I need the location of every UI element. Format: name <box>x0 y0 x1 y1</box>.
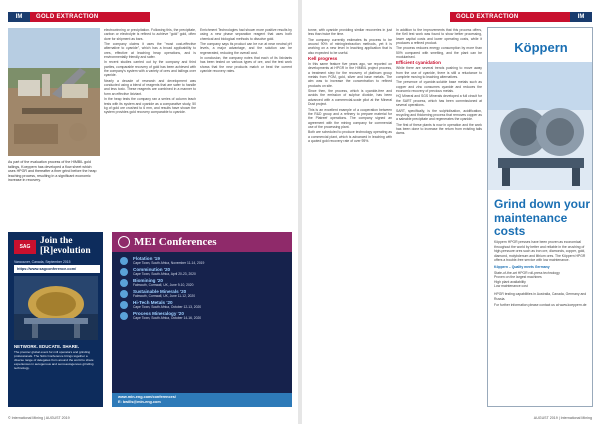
sag-ad-subtitle: Vancouver, Canada, September 2015 <box>14 260 71 264</box>
right-column-2 <box>396 28 482 408</box>
koppern-ad[interactable] <box>487 27 593 407</box>
paragraph: The company claims it uses the "most cost-effective alternative to cyanide", which has a broad applicability to ores, effective at leaching heap operations, and is environmentally friendly and safer. <box>104 42 196 60</box>
paragraph: The first of these plants is now in operation and the work has been done to increase the return from existing tails dams. <box>396 122 482 136</box>
paragraph: SART, specifically, is the sulphidisation, acidification, recycling and thickening process that removes copper as a saleable precipitate and regenerates the cyanide. <box>396 108 482 122</box>
paragraph: HQ Mineral and SGS Minerals developed a full circuit for the SART process, which has been commissioned at several operations. <box>396 94 482 108</box>
section-heading: Kell progress <box>308 56 338 62</box>
event-location: Cape Town, South Africa, April 20-23, 2020 <box>133 272 196 277</box>
sag-ad-title: Join the [R]evolution <box>40 236 91 256</box>
paragraph: In addition to the improvements that this process offers, the Kell test work was found to show better processing, lower capital costs and lower operating costs, while it produces a refined product. <box>396 28 482 46</box>
sag-ad-photo <box>14 276 98 340</box>
paragraph: In the heap tests the company ran a series of column leach tests with its system and cyanide as a comparative study, 50 kg of gold ore crushed to 6 mm, and results have shown the system provides gold recovery comparable to cyanide. <box>104 97 196 115</box>
mei-event[interactable] <box>120 311 286 320</box>
mei-event[interactable] <box>120 278 286 287</box>
mei-conferences-ad[interactable] <box>112 232 292 407</box>
event-location: Falmouth, Cornwall, UK, June 9-10, 2020 <box>133 283 194 288</box>
list-item: • High plant availability <box>494 280 590 285</box>
paragraph: In recent studies carried out by the company and third parties, comparable recovery of gold has been achieved with the company's system with a variety of ores and tailings over cyanide. <box>104 60 196 78</box>
mei-event[interactable] <box>120 289 286 298</box>
paragraph: electrowinning or precipitation. Following this, the precipitate, carbon or electrolyte is refined to achieve "gold" gold, often dore for shipment as bars. <box>104 28 196 41</box>
section-banner-right: GOLD EXTRACTION <box>450 12 570 22</box>
right-column-1 <box>308 28 392 408</box>
sag-ad-heading: NETWORK. EDUCATE. SHARE. <box>14 344 80 349</box>
event-name: Flotation '19 <box>133 256 160 261</box>
event-location: Falmouth, Cornwall, UK, June 11-12, 2020 <box>133 293 196 298</box>
koppern-body <box>494 240 590 310</box>
list-item: • Low maintenance cost <box>494 284 590 289</box>
event-name: Sustainable Minerals '20 <box>133 288 187 294</box>
event-marker-icon <box>120 301 128 309</box>
koppern-logo: Köppern <box>514 39 568 55</box>
paragraph: In this same feature five years ago, we reported on developments at HPGR in the HIMBIL project process, a treatment step for the recovery of platinum group metals from PGM, gold, silver and base metals. The aim was to increase the concentration to refined products on site. <box>308 62 392 88</box>
koppern-tagline: Grind down your maintenance costs <box>494 197 590 238</box>
paragraph: tonne, with cyanide providing similar recoveries in just less than twice the time. <box>308 28 392 37</box>
event-name: Biomining '20 <box>133 277 163 283</box>
sag-logo: SAG <box>14 240 36 254</box>
event-marker-icon <box>120 279 128 287</box>
paragraph: The company currently estimates its process to be around 90% of mining/extraction methods, yet it is working on a new level in leaching application that is also expected to be useful. <box>308 37 392 55</box>
event-marker-icon <box>120 257 128 265</box>
photo-caption: As part of the evaluation process of the HIMBIL gold tailings, Koeppern has developed a flow sheet which uses HPGR and thereafter a finer grind before the heap leaching process, resulting in a significant economic increase in recovery. <box>8 160 97 183</box>
sag-conference-ad[interactable] <box>8 232 103 407</box>
left-header <box>8 12 150 22</box>
koppern-intro: Köppern HPGR presses have been proven as economical throughout the world by better and reliable in the crushing of high-pressure ores such as iron ore, diamonds, copper, gold, diamond, molybdenum and lithium ores. The Köppern HPGR offers a trouble-free service with low maintenance. <box>494 240 586 263</box>
koppern-contact[interactable]: For further information please contact us at www.koeppern.de <box>494 303 587 308</box>
mine-site-illustration <box>8 28 100 156</box>
event-location: Cape Town, South Africa, October 14-16, 2020 <box>133 315 202 320</box>
paragraph: The presence of cyanide-soluble base metals such as copper and zinc consumes cyanide and reduces the economic recovery of precious metals. <box>396 80 482 94</box>
paragraph: The process reduces energy consumption by more than 50% compared with smelting, and the plant can be modularised. <box>396 46 482 60</box>
im-logo: IM <box>570 12 592 22</box>
sag-ad-url[interactable]: https://www.sagconference.com/ <box>14 265 100 273</box>
paragraph: While there are several trends pushing to move away from the use of cyanide, there is still a reluctance to complete moving to leaching alternatives. <box>396 66 482 80</box>
paragraph: Enrichment Technologies had shown more positive results by using a new phase separation reagent that uses both chemical and biological methods to dissolve gold. <box>200 28 292 41</box>
mei-event[interactable] <box>120 256 286 265</box>
sag-ad-body: The premier global event for mill operators and grinding professionals. The SAG Conference brings together a diverse range of delegates from around the world to share experiences in autogenous and semi-autogenous grinding technology. <box>14 350 94 370</box>
event-location: Cape Town, South Africa, November 11-14, 2019 <box>133 261 205 266</box>
section-heading: Efficient cyanidation <box>396 60 441 66</box>
mine-site-photo <box>8 28 100 156</box>
koppern-feature-list <box>494 271 590 289</box>
right-header <box>450 12 592 22</box>
hpgr-illustration <box>488 62 593 190</box>
koppern-ad-photo <box>488 62 593 190</box>
mei-ad-footer <box>112 393 292 407</box>
list-item: • Proven on the largest machines <box>494 275 590 280</box>
footer-left: © International Mining | AUGUST 2019 <box>8 416 70 420</box>
event-name: Comminution '20 <box>133 266 171 272</box>
im-logo: IM <box>8 12 30 22</box>
paragraph: The company says its product can be run at near neutral pH levels, a major advantage, and the solution can be regenerated, reducing the overall cost. <box>200 42 292 55</box>
paragraph: Both are scheduled to produce technology operating as a commercial plant, which is advanced in leaching with a quoted gold recovery rate of over 95%. <box>308 130 392 143</box>
mei-event[interactable] <box>120 267 286 276</box>
event-marker-icon <box>120 268 128 276</box>
paragraph: In conclusion, the company notes that each of its lixiviants has been tested on various types of ore, and the test work shows that the new products match or beat the current cyanide recovery rates. <box>200 56 292 74</box>
mei-event[interactable] <box>120 300 286 309</box>
section-banner-left: GOLD EXTRACTION <box>30 12 150 22</box>
mei-event-list <box>120 256 286 321</box>
koppern-quality-heading: Köppern – Quality meets Germany <box>494 264 550 269</box>
paragraph: Since then, the process, which is cyanide-free and avoids the emission of sulphur dioxide, has been advanced with a commercial-scale pilot at the Mineral Dust project. <box>308 89 392 107</box>
left-column-3 <box>200 28 292 226</box>
footer-right: AUGUST 2019 | International Mining <box>533 416 592 420</box>
mill-illustration <box>14 276 98 340</box>
event-marker-icon <box>120 312 128 320</box>
left-column-2 <box>104 28 196 226</box>
paragraph: Nearly a decade of research and development was conducted using a blend of reagents that are safer to handle and less toxic. These reagents are combined in a manner to form an effective lixiviant. <box>104 78 196 96</box>
mei-ad-header <box>112 232 292 252</box>
paragraph: This is an excellent example of a cooperation between the R&D group and a refinery to prepare material for the Platreef operations. The company signed an agreement with the mining company for commercial use of the processing plant. <box>308 107 392 129</box>
koppern-office: HPGR testing capabilities in Australia, Canada, Germany and Russia. <box>494 291 587 301</box>
event-location: Cape Town, South Africa, October 12-13, 2020 <box>133 304 202 309</box>
mei-url[interactable]: www.min-eng.com/conferences/ <box>118 395 176 399</box>
mei-logo-icon <box>118 236 130 248</box>
event-marker-icon <box>120 290 128 298</box>
mei-ad-title: MEI Conferences <box>134 236 217 248</box>
mei-email[interactable]: E: bwills@min-eng.com <box>118 400 161 404</box>
left-page <box>0 0 298 424</box>
event-name: Process Mineralogy '20 <box>133 310 184 316</box>
list-item: • State-of-the-art HPGR roll-press technology <box>494 271 590 276</box>
event-name: Hi-Tech Metals '20 <box>133 299 173 305</box>
